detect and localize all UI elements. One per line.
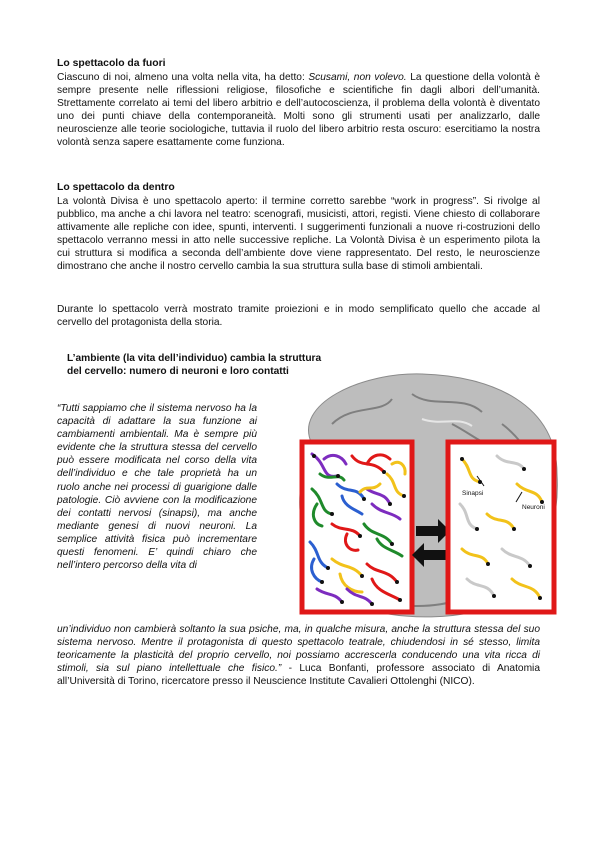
brain-figure bbox=[272, 364, 560, 624]
figure-title-line2: del cervello: numero di neuroni e loro contatti bbox=[67, 366, 289, 378]
paragraph-fuori bbox=[57, 71, 540, 150]
quote-continuation bbox=[57, 623, 540, 688]
left-panel bbox=[302, 442, 412, 612]
paragraph-fuori-text-b: La questione della volontà è sempre presente nelle riflessioni religiose, filosofiche e scientifiche fin dagli albori dell’umanità. Strettamente correlato ai temi del libero arbitrio e dell’autocoscienza, il problema della volontà è diventato uno dei punti chiave della contemporaneità. Molti sono gli strumenti usati per analizzarlo, dalle neuroscienze alle teorie sociologiche, tuttavia il ruolo del libero arbitrio resta oscuro: esercitiamo la nostra volontà senza sapere esattamente come funziona. bbox=[57, 72, 540, 149]
quote-continuation-italic: un’individuo non cambierà soltanto la sua psiche, ma, in qualche misura, anche la struttura stessa del suo sistema nervoso. Mentre il protagonista di questo spettacolo teatrale, chiudendosi in sé stesso, limita teoricamente la plasticità del proprio cervello, noi possiamo accrescerla conducendo una vita ricca di stimoli, sia sul piano intellettuale che fisico.” bbox=[57, 624, 540, 675]
paragraph-fuori-text-a: Ciascuno di noi, almeno una volta nella vita, ha detto: bbox=[57, 72, 309, 83]
paragraph-proiezioni: Durante lo spettacolo verrà mostrato tramite proiezioni e in modo semplificato quello che accade al cervello del protagonista della storia. bbox=[57, 304, 540, 329]
quote-attribution: - Luca Bonfanti, professore associato di Anatomia all’Università di Torino, ricercatore presso il Neuscience Institute Cavalieri Ottolenghi (NICO). bbox=[57, 663, 540, 688]
figure-title-line1: L’ambiente (la vita dell’individuo) cambia la struttura bbox=[67, 353, 322, 364]
paragraph-fuori-italic: Scusami, non volevo. bbox=[308, 72, 407, 83]
section-heading-fuori: Lo spettacolo da fuori bbox=[57, 58, 166, 69]
label-sinapsi: Sinapsi bbox=[462, 490, 484, 497]
brain-illustration bbox=[272, 364, 560, 624]
section-heading-dentro: Lo spettacolo da dentro bbox=[57, 182, 175, 193]
paragraph-dentro: La volontà Divisa è uno spettacolo aperto: il termine corretto sarebbe “work in progress”. Si rivolge al pubblico, ma anche a chi lavora nel teatro: scenografi, musicisti, attori, registi. Viene chiesto di collaborare attivamente alle repliche con idee, spunti, interventi. I suggerimenti funzionali a nuove ri-costruzioni dello spettacolo verranno messi in atto nelle successive repliche. La Volontà Divisa è un esperimento pilota la cui struttura si modifica a seconda dell’ambiente dove viene rappresentato. Del resto, le neuroscienze dimostrano che anche il nostro cervello cambia la sua struttura sulla base di stimoli ambientali. bbox=[57, 196, 540, 273]
right-panel bbox=[448, 442, 554, 612]
quote-column: “Tutti sappiamo che il sistema nervoso ha la capacità di adattare la sua funzione ai cambiamenti ambientali. Ma è sempre più evidente che la struttura stessa del cervello può essere modificata nel corso della vita dell’individuo e che tale proprietà ha un ruolo anche nei processi di guarigione dalle patologie. Ciò avviene con la modificazione dei contatti nervosi (sinapsi), ma anche mediante genesi di nuovi neuroni. La semplice attività fisica può incrementare questi fenomeni. E’ quindi chiaro che nell’intero percorso della vita di bbox=[57, 403, 257, 572]
label-neuroni: Neuroni bbox=[522, 504, 545, 511]
